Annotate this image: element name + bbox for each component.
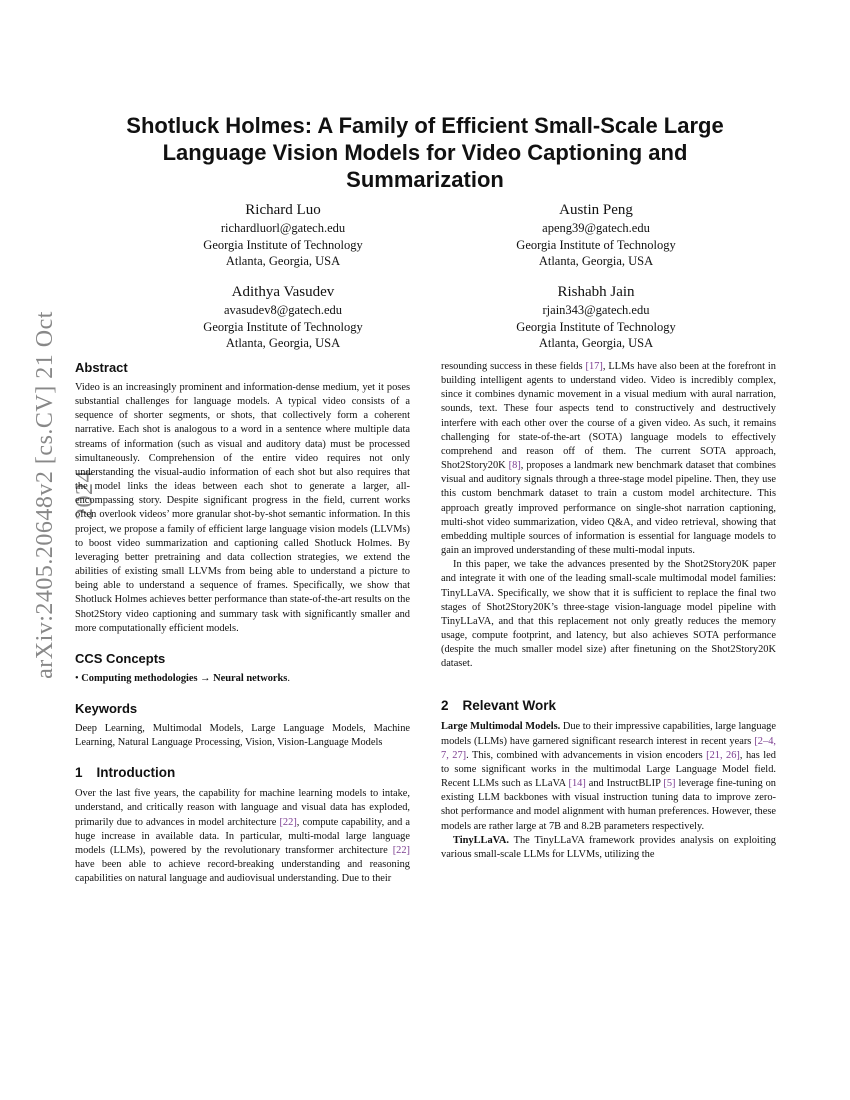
text-run: . This, combined with advancements in vision encoders	[466, 749, 707, 761]
citation-link[interactable]: [2–4, 7, 27]	[441, 735, 776, 761]
text-run: Over the last five years, the capability for machine learning models to intake, understand, and critically reason with language and visual data has exploded, primarily due to advances in model architecture	[75, 788, 410, 828]
citation-link[interactable]: [22]	[279, 816, 297, 828]
text-run: , proposes a landmark new benchmark dataset that combines visual and auditory signals through a three-stage model pipeline. Then, they use this custom benchmark dataset to train a custom model architecture. This approach greatly improved performance on single-shot narration captioning, multi-shot video summarization, video Q&A, and video retrieval, showing that embedding multiple sources of information is essential for language models to gain an improved understanding of these multi-modal inputs.	[441, 460, 776, 557]
citation-link[interactable]: [5]	[663, 778, 676, 790]
author-block	[133, 283, 433, 352]
text-run: have been able to achieve record-breaking understanding and reasoning capabilities on natural language and audiovisual understanding. Due to their	[75, 859, 410, 885]
ccs-concepts	[75, 672, 410, 686]
author-affiliation: Georgia Institute of Technology	[203, 237, 363, 252]
text-run: leverage fine-tuning on existing LLM backbones with visual instruction tuning data to improve zero-shot performance and model alignment with human preferences. However, these models are rather large at 7B and 8.2B parameters respectively.	[441, 778, 777, 832]
intro-paragraph-2: In this paper, we take the advances presented by the Shot2Story20K paper and integrate it with one of the leading small-scale multimodal model families: TinyLLaVA. Specifically, we show that it is sufficient to replace the final two stages of Shot2Story20K’s three-stage vision-language model pipeline with TinyLLaVA, and that this replacement not only greatly reduces the memory usage, compute footprint, and latency, but also achieves SOTA performance (despite the much smaller model size) after finetuning on the Shot2Story20K dataset.	[441, 559, 776, 670]
text-run: , LLMs have also been at the forefront in building intelligent agents to understand video. Video is incredibly complex, since it combines dynamic movement in a visual medium with aural narration, sounds, text. These four aspects tend to constructively and destructively interfere with each other over the course of a given video. As such, it remains challenging for state-of-the-art (SOTA) language models to effectively comprehend and reason off of them. The current SOTA approach, Shot2Story20K	[441, 361, 776, 472]
section-title: Relevant Work	[462, 698, 557, 714]
author-block	[446, 201, 746, 270]
keywords-text: Deep Learning, Multimodal Models, Large Language Models, Machine Learning, Natural Language Processing, Vision, Vision-Language Models	[75, 722, 410, 749]
arxiv-identifier-stamp: arXiv:2405.20648v2 [cs.CV] 21 Oct 2024	[32, 311, 98, 679]
author-affiliation: Georgia Institute of Technology	[516, 237, 676, 252]
author-name: Adithya Vasudev	[231, 284, 335, 300]
text-run: , has led to some significant works in the multimodal Large Language Model field. Recent LLMs such as LLaVA	[441, 749, 776, 790]
author-affiliation: Georgia Institute of Technology	[203, 319, 363, 334]
citation-link[interactable]: [8]	[508, 460, 521, 472]
intro-paragraph	[75, 787, 410, 886]
run-in-heading: Large Multimodal Models.	[441, 721, 561, 733]
intro-paragraph-continued	[441, 360, 776, 558]
ccs-heading: CCS Concepts	[75, 650, 166, 666]
author-email: avasudev8@gatech.edu	[223, 303, 343, 317]
section-number: 2	[441, 698, 449, 714]
left-column	[75, 360, 410, 886]
text-run: Due to their impressive capabilities, large language models (LLMs) have garnered significant research interest in recent years	[441, 721, 776, 747]
author-name: Richard Luo	[245, 202, 321, 218]
section-title: Introduction	[96, 765, 176, 781]
author-location: Atlanta, Georgia, USA	[538, 336, 654, 351]
text-run: The TinyLLaVA framework provides analysis on exploiting various small-scale LLMs for LLVMs, utilizing the	[441, 834, 776, 860]
paper-title: Shotluck Holmes: A Family of Efficient Small-Scale Large Language Vision Models for Video Captioning and Summarization	[126, 113, 724, 192]
run-in-heading: TinyLLaVA.	[453, 834, 509, 846]
text-run: resounding success in these fields	[441, 361, 586, 372]
relevant-work-paragraph	[441, 720, 776, 833]
section-heading-relevant-work	[441, 698, 776, 714]
ccs-concept-text: Computing methodologies → Neural networks	[81, 672, 288, 684]
text-run: , compute capability, and a huge increase in available data. In particular, multi-modal large language models (LLMs), powered by the revolutionary transformer architecture	[75, 816, 410, 856]
author-block	[446, 283, 746, 352]
author-email: apeng39@gatech.edu	[542, 221, 650, 235]
text-run: and InstructBLIP	[585, 778, 664, 790]
citation-link[interactable]: [14]	[568, 778, 586, 790]
author-name: Rishabh Jain	[557, 284, 635, 300]
author-affiliation: Georgia Institute of Technology	[516, 319, 676, 334]
author-email: richardluorl@gatech.edu	[220, 221, 346, 235]
author-location: Atlanta, Georgia, USA	[538, 254, 654, 269]
section-heading-introduction	[75, 765, 410, 781]
ccs-bullet: •	[75, 672, 79, 684]
keywords-heading: Keywords	[75, 700, 138, 716]
author-location: Atlanta, Georgia, USA	[225, 336, 341, 351]
citation-link[interactable]: [21, 26]	[706, 749, 740, 761]
tinyllava-paragraph	[441, 834, 776, 862]
ccs-period: .	[287, 672, 290, 684]
abstract-heading: Abstract	[75, 360, 128, 375]
author-email: rjain343@gatech.edu	[542, 303, 650, 317]
abstract-text: Video is an increasingly prominent and information-dense medium, yet it poses substantial challenges for language models. A typical video consists of a sequence of shorter segments, or shots, that collectively form a coherent narrative. Each shot is analogous to a word in a sentence where multiple data streams of information (such as visual and auditory data) must be processed simultaneously. Comprehension of the entire video requires not only understanding the visual-audio information of each shot but also requires that the model links the ideas between each shot to generate a larger, all-encompassing story. Despite significant progress in the field, current works often overlook videos’ more granular shot-by-shot semantic information. In this project, we propose a family of efficient large language vision models (LLVMs) to boost video summarization and captioning called Shotluck Holmes. By leveraging better pretraining and data collection strategies, we extend the abilities of existing small LLVMs from being able to understand a picture to being able to understand a sequence of frames. Specifically, we show that Shotluck Holmes achieves better performance than state-of-the-art results on the Shot2Story video captioning and summary task with significantly smaller and more computationally efficient models.	[75, 382, 410, 634]
citation-link[interactable]: [22]	[392, 844, 410, 856]
author-block	[133, 201, 433, 270]
author-location: Atlanta, Georgia, USA	[225, 254, 341, 269]
author-name: Austin Peng	[559, 202, 633, 218]
citation-link[interactable]: [17]	[585, 361, 603, 372]
right-column	[441, 360, 776, 862]
section-number: 1	[75, 765, 83, 781]
